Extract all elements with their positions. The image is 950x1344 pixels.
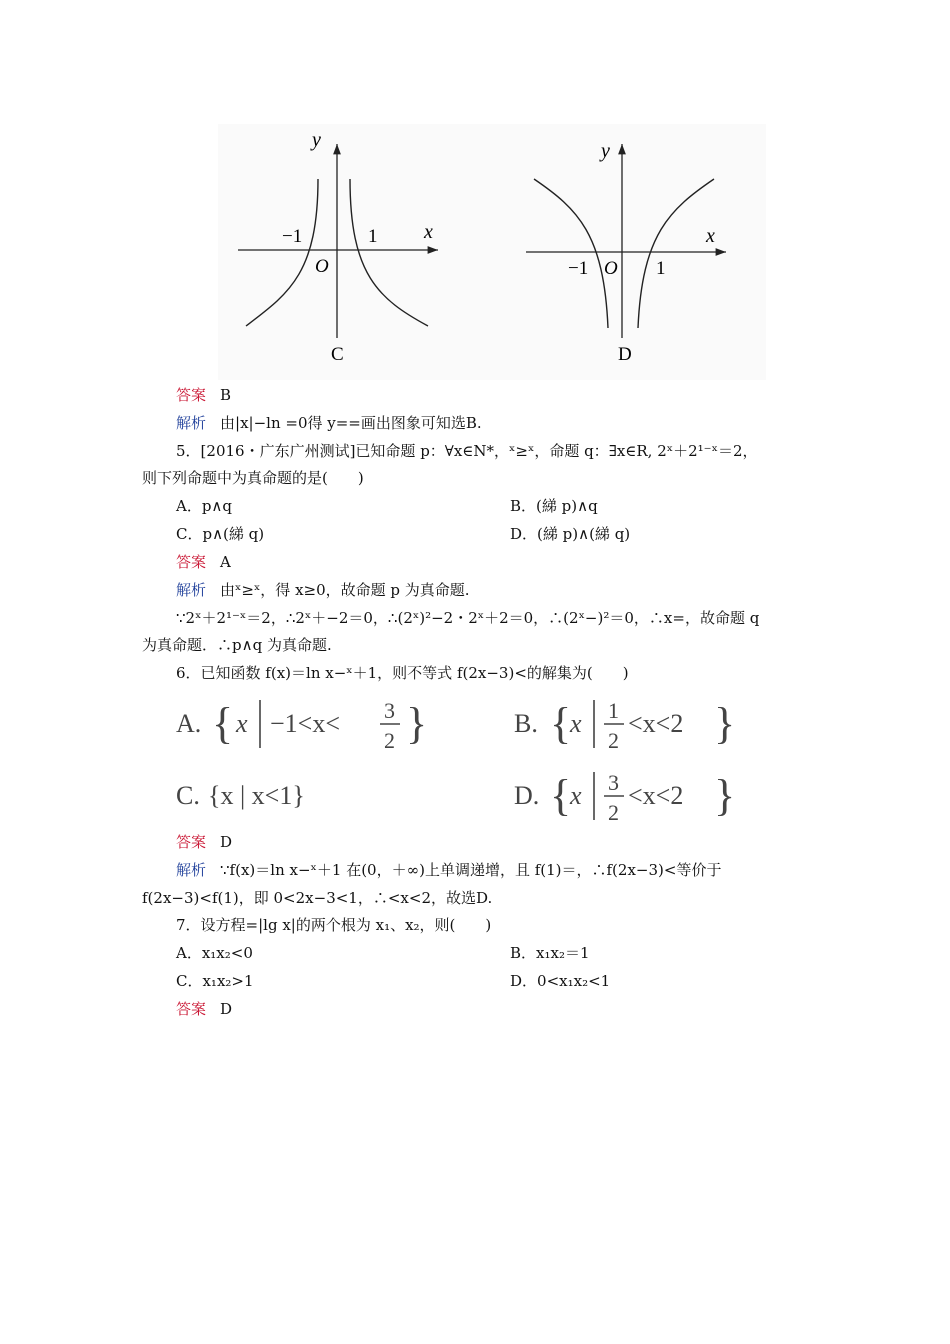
- q5-option-c: C．p∧(綈 q): [176, 525, 265, 543]
- q4-answer: [176, 385, 231, 405]
- set-condition: <x<2: [628, 781, 684, 810]
- fraction-num: 3: [384, 698, 395, 723]
- q7-answer: [176, 999, 232, 1019]
- graph-d: [526, 140, 726, 365]
- set-condition: <x<2: [628, 709, 684, 738]
- q5-stem-line2: 则下列命题中为真命题的是( ): [142, 469, 364, 487]
- q7-option-c: C．x₁x₂>1: [176, 972, 254, 990]
- graph-c-x-label: x: [424, 221, 433, 243]
- q4-analysis: [176, 413, 482, 433]
- analysis-label: 解析: [176, 414, 207, 432]
- graph-c-y-label: y: [312, 129, 321, 151]
- set-var: x: [236, 709, 248, 738]
- q6-analysis-line1: [176, 860, 721, 880]
- graphs-svg: [218, 124, 766, 380]
- fraction-den: 2: [608, 728, 619, 753]
- q6-option-b: [514, 692, 754, 754]
- option-letter: D.: [514, 781, 540, 810]
- q6-stem: 6．已知函数 f(x)＝ln x−ˣ＋1，则不等式 f(2x−3)<的解集为( ): [176, 664, 629, 682]
- answer-value: D: [220, 1000, 233, 1018]
- q6-analysis-line2: f(2x−3)<f(1)，即 0<2x−3<1，∴<x<2，故选D.: [142, 889, 493, 907]
- graph-d-y-label: y: [601, 140, 610, 162]
- graph-d-origin: O: [604, 258, 618, 279]
- graph-c-origin: O: [315, 256, 329, 277]
- graph-c-tick-neg: −1: [282, 226, 303, 247]
- set-condition: −1<x<: [270, 709, 340, 738]
- analysis-text: 由ˣ≥ˣ，得 x≥0，故命题 p 为真命题.: [220, 581, 470, 599]
- q7-option-a: A．x₁x₂<0: [176, 944, 253, 962]
- analysis-text: ∵f(x)＝ln x−ˣ＋1 在(0，＋∞)上单调递增，且 f(1)＝，∴f(2x−3)<等价于: [220, 861, 722, 879]
- graph-d-caption: D: [618, 344, 632, 365]
- svg-text:{: {: [212, 699, 234, 748]
- fraction-den: 2: [384, 728, 395, 753]
- svg-text:}: }: [406, 699, 428, 748]
- graph-c-caption: C: [331, 344, 344, 365]
- svg-text:{: {: [550, 699, 572, 748]
- graph-c: [238, 129, 438, 365]
- q5-option-b: B．(綈 p)∧q: [510, 497, 598, 515]
- svg-text:{: {: [550, 771, 572, 820]
- q5-answer: [176, 552, 231, 572]
- graph-d-tick-neg: −1: [568, 258, 589, 279]
- q7-option-d: D．0<x₁x₂<1: [510, 972, 611, 990]
- q6-option-d: [514, 764, 754, 826]
- q6-answer: [176, 832, 232, 852]
- analysis-label: 解析: [176, 581, 207, 599]
- analysis-label: 解析: [176, 861, 207, 879]
- answer-label: 答案: [176, 1000, 207, 1018]
- set-var: x: [570, 781, 582, 810]
- q5-stem-line1: 5．[2016・广东广州测试]已知命题 p：∀x∈N*，ˣ≥ˣ，命题 q：∃x∈R, 2ˣ＋2¹⁻ˣ＝2，: [176, 442, 758, 460]
- answer-label: 答案: [176, 553, 207, 571]
- q5-analysis-line2: ∵2ˣ＋2¹⁻ˣ＝2，∴2ˣ＋−2＝0，∴(2ˣ)²−2・2ˣ＋2＝0，∴(2ˣ−)²＝0，∴x=，故命题 q: [176, 609, 760, 627]
- analysis-text: 由|x|−ln =0得 y==画出图象可知选B.: [220, 414, 482, 432]
- answer-value: A: [220, 553, 231, 571]
- answer-label: 答案: [176, 833, 207, 851]
- q6-option-c: [176, 770, 476, 820]
- graph-c-tick-pos: 1: [368, 226, 378, 247]
- answer-label: 答案: [176, 386, 207, 404]
- svg-text:}: }: [714, 771, 736, 820]
- q5-analysis-line3: 为真命题．∴p∧q 为真命题.: [142, 636, 332, 654]
- option-letter: C.: [176, 781, 200, 810]
- q5-option-a: A．p∧q: [176, 497, 233, 515]
- q5-option-d: D．(綈 p)∧(綈 q): [510, 525, 631, 543]
- fraction-den: 2: [608, 800, 619, 825]
- fraction-num: 1: [608, 698, 619, 723]
- graph-d-x-label: x: [706, 225, 715, 247]
- graph-d-tick-pos: 1: [656, 258, 666, 279]
- set-var: x: [570, 709, 582, 738]
- q7-option-b: B．x₁x₂＝1: [510, 944, 590, 962]
- answer-value: B: [220, 386, 232, 404]
- svg-text:}: }: [714, 699, 736, 748]
- q5-analysis-line1: [176, 580, 470, 600]
- fraction-num: 3: [608, 770, 619, 795]
- graph-figure: [218, 124, 766, 380]
- q6-option-a: [176, 692, 476, 754]
- option-letter: A.: [176, 709, 202, 738]
- answer-value: D: [220, 833, 233, 851]
- q7-stem: 7．设方程=|lg x|的两个根为 x₁、x₂，则( ): [176, 916, 492, 934]
- set-text: {x | x<1}: [208, 781, 305, 810]
- option-letter: B.: [514, 709, 538, 738]
